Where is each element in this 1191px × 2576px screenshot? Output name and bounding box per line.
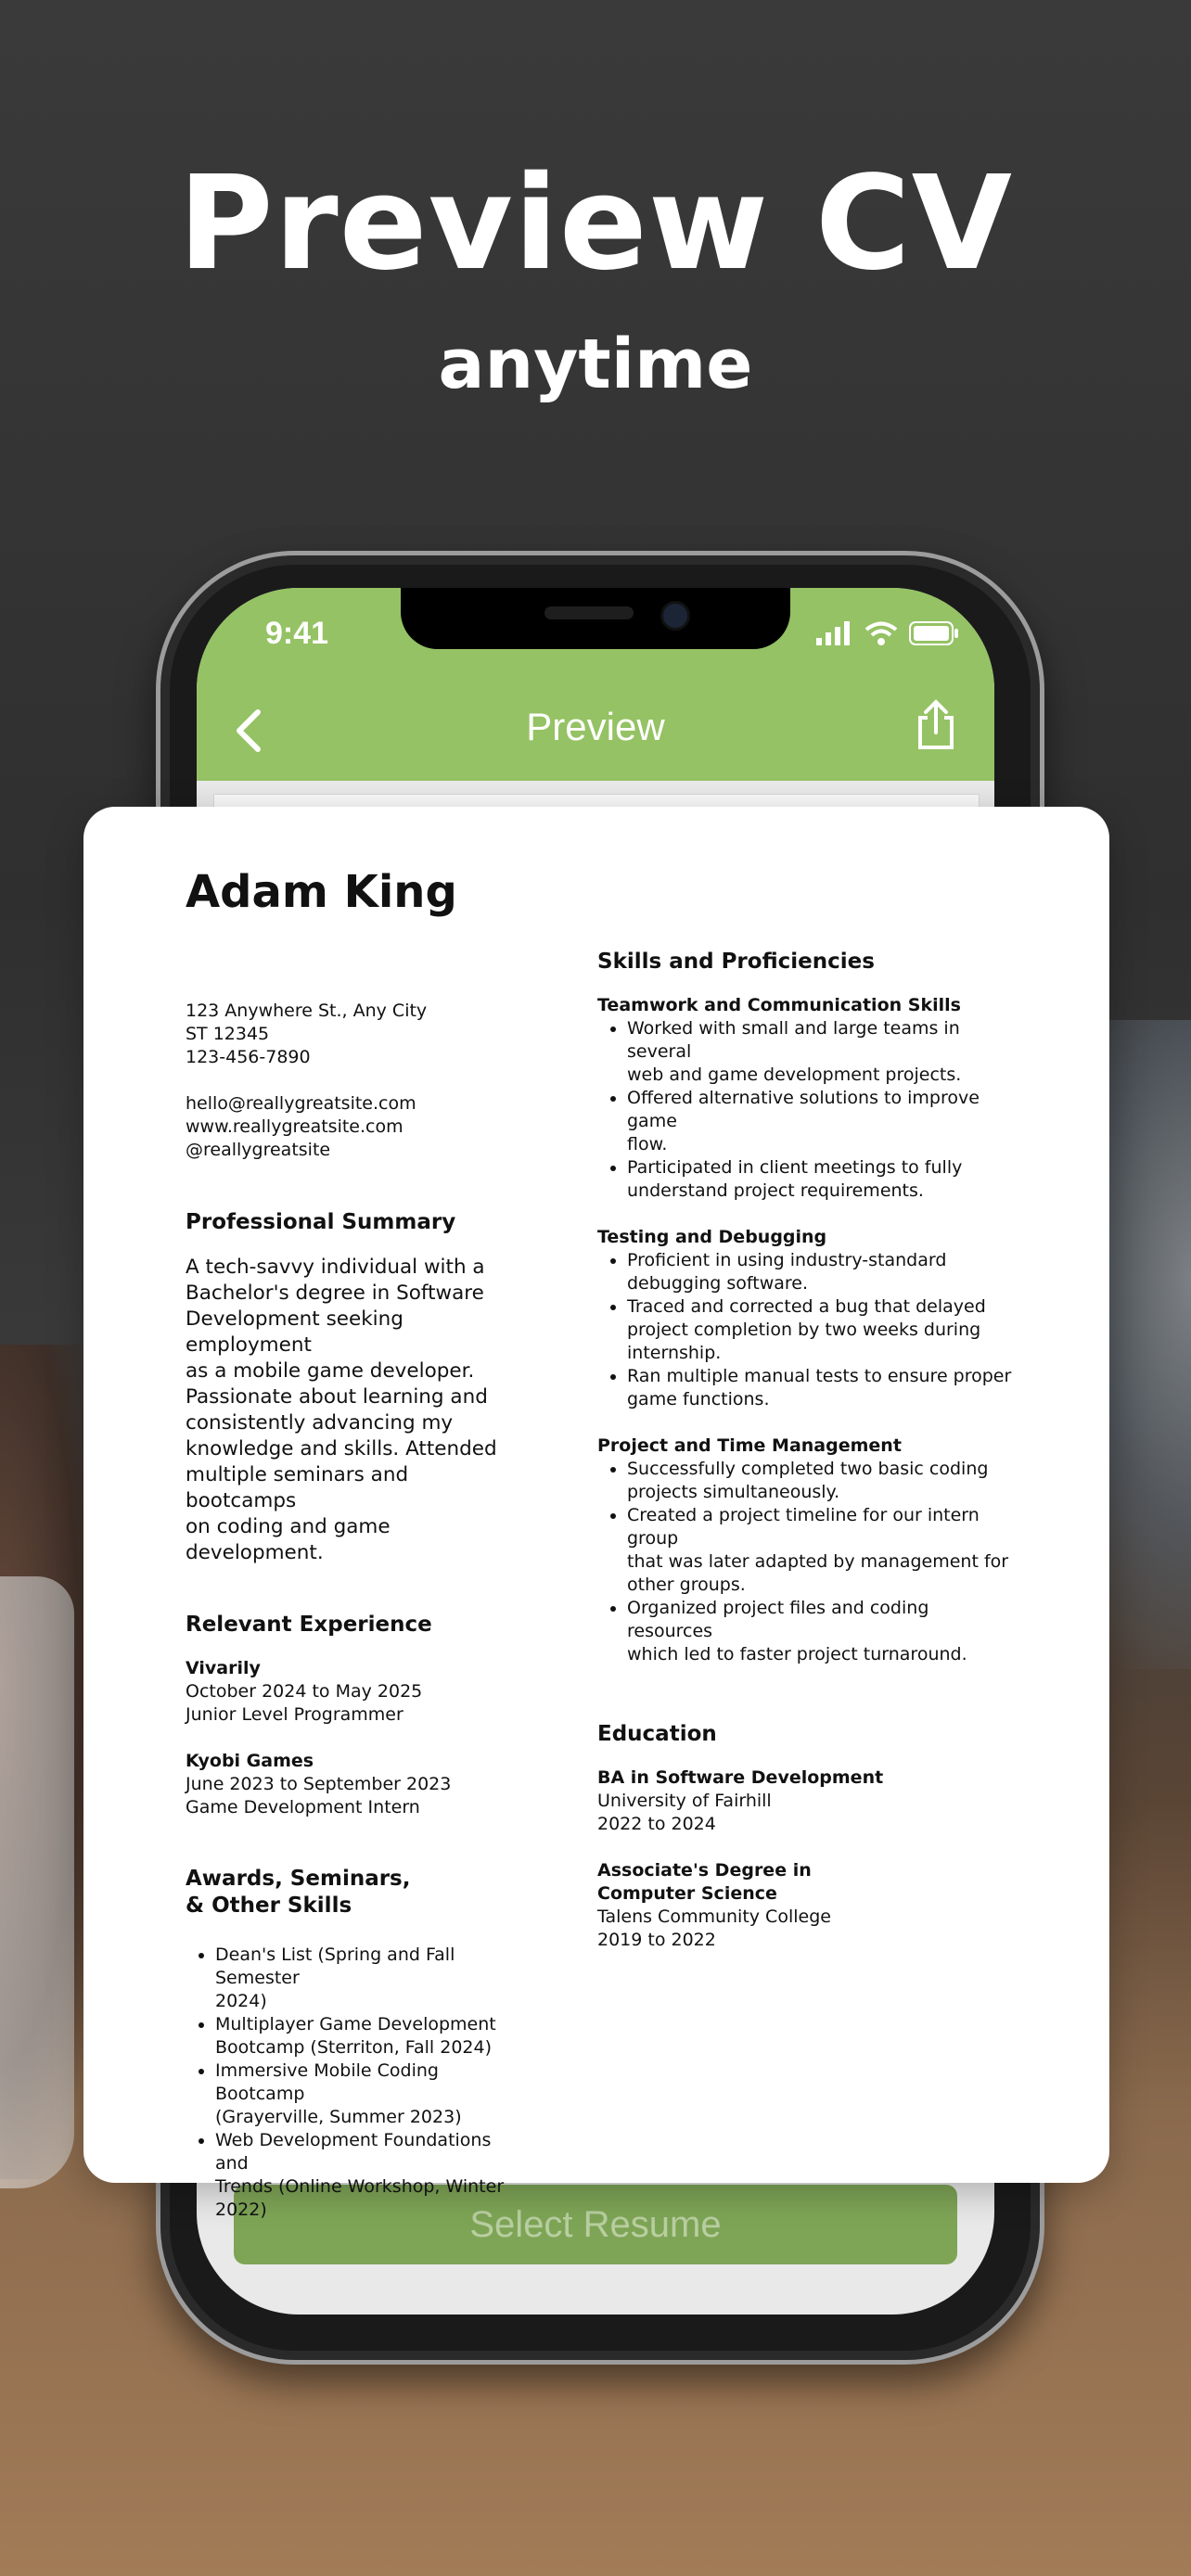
skill-item: • Ran multiple manual tests to ensure proper game functions. <box>627 1365 1015 1411</box>
headline-title: Preview CV <box>178 148 1013 300</box>
summary-line: Development seeking employment <box>186 1307 403 1357</box>
job-dates: October 2024 to May 2025 <box>186 1681 423 1702</box>
skill-group <box>597 1226 1015 1411</box>
education-heading: Education <box>597 1722 717 1746</box>
job-company: Kyobi Games <box>186 1751 314 1771</box>
notch <box>401 588 790 649</box>
nav-title: Preview <box>526 705 665 748</box>
education-degree: Computer Science <box>597 1883 777 1904</box>
summary-line: as a mobile game developer. <box>186 1359 475 1383</box>
contact-handle: @reallygreatsite <box>186 1140 331 1160</box>
contact-line: 123-456-7890 <box>186 1047 311 1067</box>
summary-line: consistently advancing my <box>186 1411 454 1435</box>
job-company: Vivarily <box>186 1658 261 1678</box>
contact-online <box>186 1092 510 1162</box>
resume-right-column <box>597 950 1015 1952</box>
summary-line: multiple seminars and bootcamps <box>186 1463 409 1512</box>
summary-line: Passionate about learning and <box>186 1385 488 1409</box>
background-cup <box>0 1576 74 2188</box>
status-time: 9:41 <box>265 616 329 651</box>
skill-group-title: Teamwork and Communication Skills <box>597 995 961 1015</box>
skill-item: • Offered alternative solutions to improve game flow. <box>627 1087 1015 1156</box>
job-role: Game Development Intern <box>186 1797 420 1817</box>
speaker <box>544 606 634 619</box>
nav-bar <box>197 588 994 781</box>
contact-address <box>186 1000 510 1069</box>
skill-item: • Worked with small and large teams in several web and game development projects. <box>627 1017 1015 1087</box>
job-entry <box>186 1657 510 1727</box>
education-years: 2019 to 2022 <box>597 1930 716 1950</box>
skill-group <box>597 994 1015 1203</box>
education-entry <box>597 1766 1015 1836</box>
awards-heading-line: Awards, Seminars, <box>186 1867 411 1891</box>
summary-line: knowledge and skills. Attended <box>186 1437 497 1460</box>
award-item: • Immersive Mobile Coding Bootcamp (Grayerville, Summer 2023) <box>215 2060 510 2129</box>
award-item: • Multiplayer Game Development Bootcamp (Sterriton, Fall 2024) <box>215 2013 510 2060</box>
summary-line: A tech-savvy individual with a <box>186 1256 485 1279</box>
summary-line: on coding and game development. <box>186 1515 391 1564</box>
status-icons <box>816 621 959 645</box>
award-item: • Web Development Foundations and Trends (Online Workshop, Winter 2022) <box>215 2129 510 2222</box>
awards-heading-line: & Other Skills <box>186 1894 352 1918</box>
resume-left-column <box>186 1000 510 2222</box>
skill-item: • Proficient in using industry-standard debugging software. <box>627 1249 1015 1295</box>
awards-heading <box>186 1866 510 1919</box>
award-item: • Dean's List (Spring and Fall Semester 2024) <box>215 1944 510 2013</box>
experience-heading: Relevant Experience <box>186 1613 432 1637</box>
education-degree: Associate's Degree in <box>597 1860 812 1881</box>
education-school: Talens Community College <box>597 1906 831 1927</box>
job-role: Junior Level Programmer <box>186 1704 403 1725</box>
job-entry <box>186 1750 510 1819</box>
awards-list <box>186 1944 510 2222</box>
skill-group <box>597 1435 1015 1666</box>
education-years: 2022 to 2024 <box>597 1814 716 1834</box>
skill-item: • Successfully completed two basic coding projects simultaneously. <box>627 1458 1015 1504</box>
skill-item: • Traced and corrected a bug that delayed project completion by two weeks during internship. <box>627 1295 1015 1365</box>
resume-card <box>83 807 1109 2220</box>
signal-icon <box>816 621 853 645</box>
job-dates: June 2023 to September 2023 <box>186 1774 452 1794</box>
contact-line: 123 Anywhere St., Any City <box>186 1001 428 1021</box>
share-icon[interactable] <box>915 699 957 751</box>
battery-icon <box>909 621 959 645</box>
education-degree: BA in Software Development <box>597 1767 884 1788</box>
contact-line: ST 12345 <box>186 1024 270 1044</box>
contact-email: hello@reallygreatsite.com <box>186 1093 416 1114</box>
skill-item: • Created a project timeline for our intern group that was later adapted by management for other groups. <box>627 1504 1015 1597</box>
summary-text <box>186 1255 510 1566</box>
headline-subtitle: anytime <box>438 325 753 404</box>
resume-name: Adam King <box>186 866 457 918</box>
skill-group-title: Testing and Debugging <box>597 1227 827 1247</box>
skills-heading: Skills and Proficiencies <box>597 950 875 974</box>
skill-item: • Participated in client meetings to fully understand project requirements. <box>627 1156 1015 1203</box>
skill-item: • Organized project files and coding resources which led to faster project turnaround. <box>627 1597 1015 1666</box>
camera <box>660 601 690 631</box>
wifi-icon <box>864 621 898 645</box>
contact-website: www.reallygreatsite.com <box>186 1116 403 1137</box>
education-school: University of Fairhill <box>597 1791 772 1811</box>
select-resume-button[interactable]: Select Resume <box>234 2185 957 2264</box>
skill-group-title: Project and Time Management <box>597 1435 902 1456</box>
education-entry <box>597 1859 1015 1952</box>
summary-heading: Professional Summary <box>186 1210 456 1234</box>
summary-line: Bachelor's degree in Software <box>186 1282 484 1305</box>
